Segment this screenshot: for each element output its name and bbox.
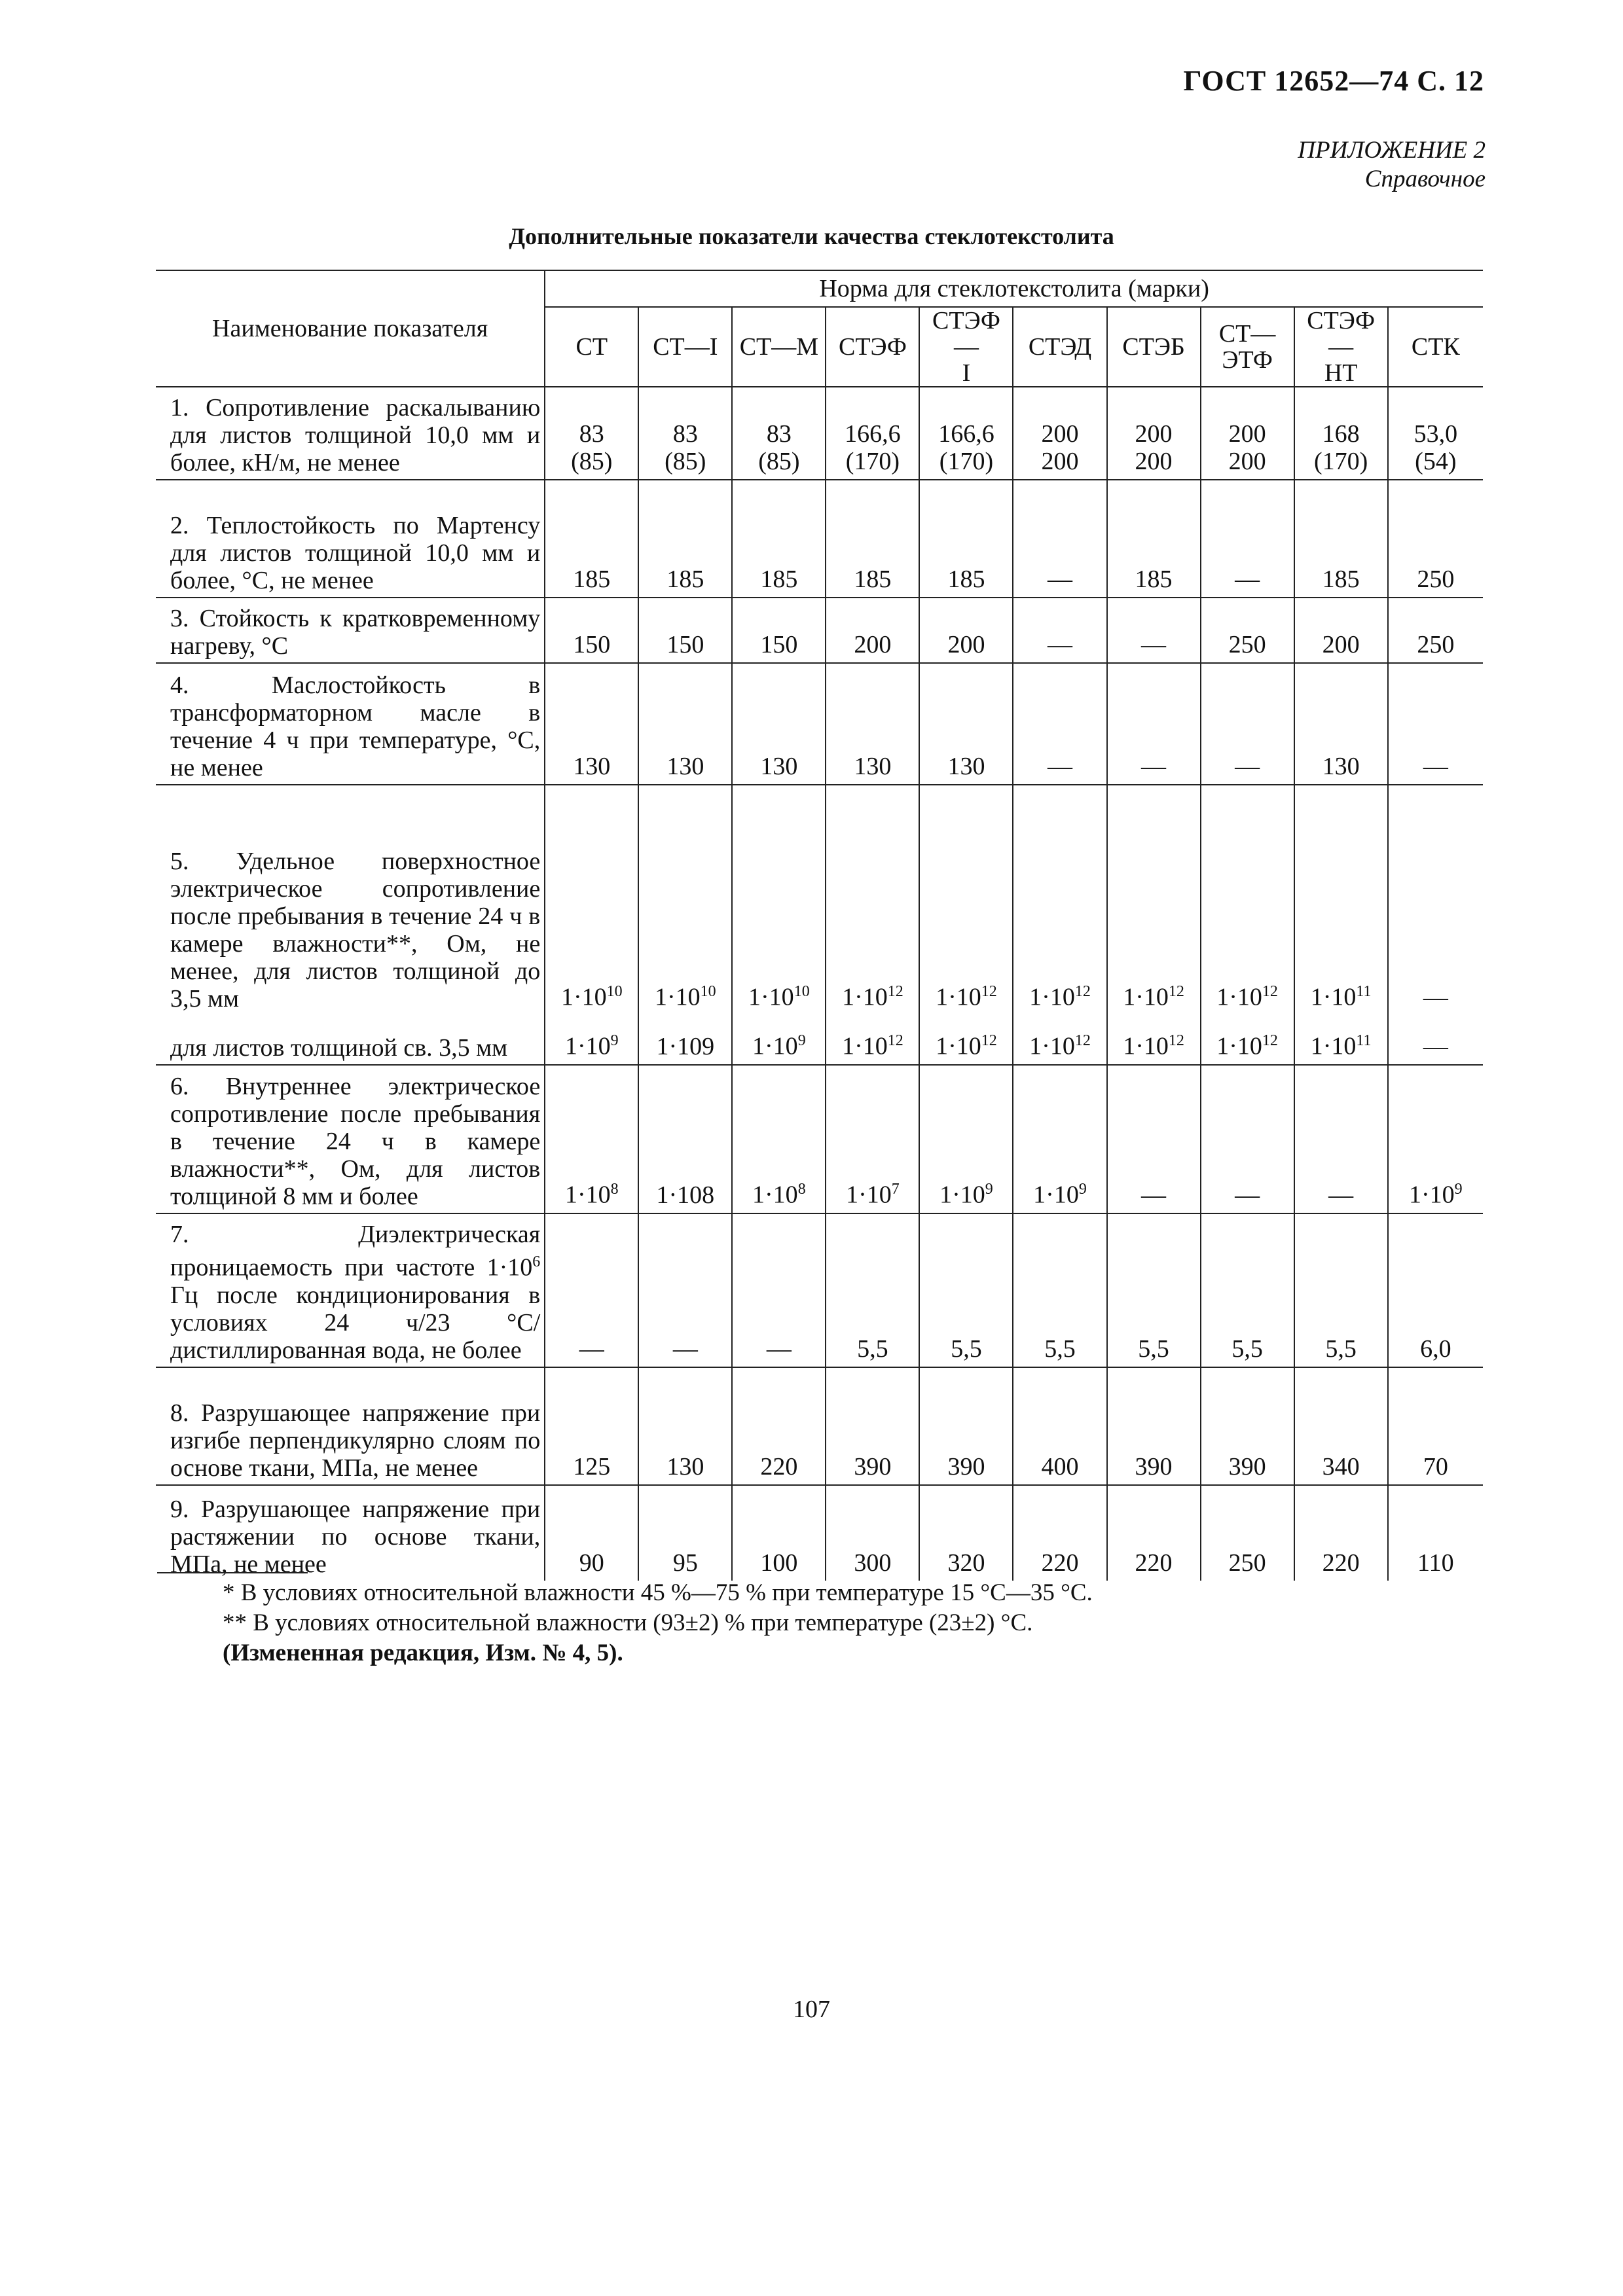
cell-value-main: — bbox=[1141, 1181, 1167, 1209]
cell-value-main: 1·10 bbox=[1216, 984, 1262, 1011]
cell-value-main: 5,5 bbox=[1325, 1335, 1357, 1363]
cell-value-main: 1·10 bbox=[1033, 1181, 1079, 1209]
cell-value-main: 1·10 bbox=[564, 1181, 611, 1209]
cell-value-secondary: 200 bbox=[1135, 448, 1173, 475]
table-row bbox=[156, 480, 1483, 598]
cell-value-main: 1·10 bbox=[842, 984, 888, 1011]
cell-value bbox=[826, 1367, 919, 1485]
column-header-line1: СТЭФ bbox=[838, 333, 907, 361]
cell-value-main: 130 bbox=[1322, 753, 1360, 780]
cell-value-main: 1·109 bbox=[656, 1033, 715, 1060]
cell-value bbox=[1013, 1213, 1106, 1367]
cell-value-main: 166,6 bbox=[938, 420, 994, 448]
cell-value bbox=[1013, 598, 1106, 663]
cell-value bbox=[638, 480, 732, 598]
cell-value bbox=[919, 1367, 1013, 1485]
cell-value-main: 1·10 bbox=[939, 1181, 985, 1209]
column-header-line1: СТК bbox=[1411, 333, 1460, 361]
appendix-subtitle: Справочное bbox=[1364, 166, 1486, 192]
norm-group-header: Норма для стеклотекстолита (марки) bbox=[545, 270, 1483, 307]
cell-value-main: — bbox=[1048, 565, 1072, 593]
cell-value-exponent: 9 bbox=[1078, 1181, 1087, 1198]
cell-value-main: 1·10 bbox=[1216, 1033, 1262, 1060]
cell-value bbox=[1201, 1367, 1294, 1485]
row-name: 3. Стойкость к кратковременному нагреву, °С bbox=[156, 598, 545, 663]
cell-value bbox=[1107, 480, 1201, 598]
cell-value-main: — bbox=[1423, 984, 1448, 1011]
cell-value-main: 200 bbox=[1135, 420, 1173, 448]
cell-value-main: 1·10 bbox=[564, 1033, 611, 1060]
cell-value bbox=[1201, 387, 1294, 480]
cell-value bbox=[732, 1015, 826, 1065]
cell-value-main: 5,5 bbox=[1138, 1335, 1169, 1363]
column-header-line2: ЭТФ bbox=[1222, 346, 1273, 374]
cell-value-main: 340 bbox=[1322, 1452, 1360, 1480]
cell-value-exponent: 11 bbox=[1356, 983, 1372, 1001]
document-header: ГОСТ 12652—74 С. 12 bbox=[1183, 65, 1484, 97]
cell-value bbox=[545, 1213, 638, 1367]
cell-value-main: 185 bbox=[1322, 565, 1360, 593]
cell-value-secondary: (85) bbox=[665, 448, 706, 475]
column-header-line1: СТ— bbox=[1218, 320, 1276, 348]
cell-value-exponent: 9 bbox=[610, 1032, 619, 1050]
column-header-line1: СТЭФ— bbox=[932, 307, 1000, 361]
cell-value-main: 400 bbox=[1041, 1452, 1079, 1480]
cell-value-main: 90 bbox=[579, 1549, 604, 1577]
cell-value-main: 53,0 bbox=[1413, 420, 1458, 448]
cell-value bbox=[638, 1015, 732, 1065]
cell-value-main: 220 bbox=[1041, 1549, 1079, 1577]
cell-value bbox=[1294, 387, 1388, 480]
cell-value-main: 185 bbox=[666, 565, 704, 593]
cell-value bbox=[1013, 1485, 1106, 1581]
cell-value-main: 83 bbox=[766, 420, 792, 448]
cell-value bbox=[1107, 598, 1201, 663]
column-header bbox=[638, 307, 732, 387]
cell-value-main: — bbox=[1328, 1181, 1354, 1209]
cell-value-main: 1·10 bbox=[846, 1181, 892, 1209]
cell-value-main: — bbox=[1141, 631, 1167, 658]
cell-value bbox=[1201, 785, 1294, 1015]
cell-value-main: 390 bbox=[947, 1452, 985, 1480]
cell-value-main: 1·10 bbox=[1310, 1033, 1357, 1060]
table-row bbox=[156, 387, 1483, 480]
cell-value bbox=[545, 480, 638, 598]
cell-value-main: 125 bbox=[573, 1452, 611, 1480]
cell-value bbox=[1013, 1367, 1106, 1485]
cell-value-main: — bbox=[1235, 1181, 1260, 1209]
cell-value-main: 1·10 bbox=[842, 1033, 888, 1060]
cell-value bbox=[826, 387, 919, 480]
cell-value-main: 110 bbox=[1417, 1549, 1454, 1577]
cell-value-main: 166,6 bbox=[845, 420, 901, 448]
cell-value-main: 5,5 bbox=[857, 1335, 888, 1363]
cell-value bbox=[1294, 785, 1388, 1015]
cell-value-exponent: 12 bbox=[1168, 1032, 1184, 1050]
cell-value bbox=[638, 1213, 732, 1367]
row-name: 8. Разрушающее напряжение при изгибе перпендикулярно слоям по основе ткани, МПа, не менее bbox=[156, 1367, 545, 1485]
row-name: 1. Сопротивление раскалыванию для листов толщиной 10,0 мм и более, кН/м, не менее bbox=[156, 387, 545, 480]
cell-value bbox=[1294, 598, 1388, 663]
cell-value-exponent: 12 bbox=[981, 983, 997, 1001]
cell-value-main: — bbox=[1048, 631, 1072, 658]
cell-value bbox=[826, 663, 919, 785]
cell-value-main: 70 bbox=[1423, 1452, 1448, 1480]
cell-value-main: 130 bbox=[666, 753, 704, 780]
cell-value bbox=[826, 598, 919, 663]
cell-value-main: 300 bbox=[854, 1549, 892, 1577]
column-header bbox=[1201, 307, 1294, 387]
cell-value-main: 1·10 bbox=[654, 984, 701, 1011]
column-header-line1: СТ bbox=[575, 333, 608, 361]
cell-value-main: 185 bbox=[947, 565, 985, 593]
cell-value bbox=[1388, 1213, 1483, 1367]
cell-value bbox=[919, 480, 1013, 598]
cell-value-main: 1·10 bbox=[1029, 1033, 1075, 1060]
row-name-text: 7. Диэлектрическая проницаемость при частоте 1·10 bbox=[170, 1221, 541, 1282]
cell-value-main: 200 bbox=[1322, 631, 1360, 658]
row-name: 4. Маслостойкость в трансформаторном масле в течение 4 ч при температуре, °С, не менее bbox=[156, 663, 545, 785]
cell-value bbox=[732, 1213, 826, 1367]
amendment-note: (Измененная редакция, Изм. № 4, 5). bbox=[223, 1640, 623, 1666]
table-row bbox=[156, 1065, 1483, 1213]
cell-value bbox=[1201, 598, 1294, 663]
cell-value bbox=[1388, 598, 1483, 663]
cell-value-main: 1·10 bbox=[560, 984, 607, 1011]
cell-value-main: — bbox=[1423, 1033, 1448, 1060]
cell-value-main: 220 bbox=[760, 1452, 798, 1480]
cell-value-main: 100 bbox=[760, 1549, 798, 1577]
cell-value bbox=[1013, 1015, 1106, 1065]
cell-value-main: 185 bbox=[1135, 565, 1173, 593]
cell-value-exponent: 12 bbox=[887, 1032, 903, 1050]
cell-value bbox=[638, 598, 732, 663]
column-header-line1: СТ—I bbox=[653, 333, 718, 361]
cell-value bbox=[732, 480, 826, 598]
cell-value bbox=[1013, 387, 1106, 480]
cell-value-secondary: (170) bbox=[845, 448, 900, 475]
cell-value-main: 150 bbox=[573, 631, 611, 658]
cell-value-secondary: (85) bbox=[571, 448, 613, 475]
cell-value bbox=[1201, 1015, 1294, 1065]
cell-value-exponent: 9 bbox=[797, 1032, 806, 1050]
cell-value-main: — bbox=[1235, 753, 1260, 780]
table-row bbox=[156, 1367, 1483, 1485]
cell-value-main: 150 bbox=[666, 631, 704, 658]
cell-value-main: 168 bbox=[1322, 420, 1360, 448]
cell-value bbox=[826, 480, 919, 598]
cell-value-secondary: (170) bbox=[939, 448, 994, 475]
cell-value-main: 1·108 bbox=[656, 1181, 715, 1209]
cell-value bbox=[826, 785, 919, 1015]
row-name: 5. Удельное поверхностное электрическое сопротивление после пребывания в течение 24 ч в камере влажности**, Ом, не менее, для листов толщиной до 3,5 мм bbox=[156, 785, 545, 1015]
cell-value bbox=[638, 663, 732, 785]
cell-value bbox=[826, 1015, 919, 1065]
cell-value bbox=[919, 1065, 1013, 1213]
column-header-line1: СТЭБ bbox=[1122, 333, 1185, 361]
cell-value-main: 5,5 bbox=[1231, 1335, 1263, 1363]
cell-value-exponent: 9 bbox=[1454, 1181, 1463, 1198]
cell-value-exponent: 12 bbox=[981, 1032, 997, 1050]
table-row bbox=[156, 1485, 1483, 1581]
cell-value bbox=[1294, 663, 1388, 785]
cell-value bbox=[545, 785, 638, 1015]
cell-value bbox=[1013, 785, 1106, 1015]
cell-value bbox=[1388, 1367, 1483, 1485]
cell-value-exponent: 8 bbox=[610, 1181, 619, 1198]
cell-value-main: 220 bbox=[1322, 1549, 1360, 1577]
cell-value bbox=[1388, 387, 1483, 480]
cell-value bbox=[545, 1015, 638, 1065]
cell-value bbox=[919, 387, 1013, 480]
cell-value-main: 130 bbox=[947, 753, 985, 780]
cell-value bbox=[919, 785, 1013, 1015]
cell-value-main: 1·10 bbox=[1310, 984, 1357, 1011]
cell-value-exponent: 12 bbox=[1074, 983, 1091, 1001]
cell-value bbox=[732, 785, 826, 1015]
cell-value-main: — bbox=[672, 1335, 698, 1363]
footnote-divider bbox=[157, 1572, 308, 1573]
cell-value bbox=[1201, 1065, 1294, 1213]
cell-value-main: 130 bbox=[573, 753, 611, 780]
cell-value bbox=[1107, 663, 1201, 785]
cell-value-main: 200 bbox=[1228, 420, 1266, 448]
cell-value bbox=[545, 387, 638, 480]
cell-value bbox=[1107, 1213, 1201, 1367]
column-header bbox=[1013, 307, 1106, 387]
column-header bbox=[826, 307, 919, 387]
cell-value-main: — bbox=[1423, 753, 1448, 780]
cell-value bbox=[638, 1485, 732, 1581]
cell-value-exponent: 8 bbox=[797, 1181, 806, 1198]
row-name-superscript: 6 bbox=[532, 1253, 541, 1270]
cell-value-main: 200 bbox=[1041, 420, 1079, 448]
cell-value bbox=[638, 387, 732, 480]
column-header bbox=[1107, 307, 1201, 387]
cell-value-main: 130 bbox=[760, 753, 798, 780]
column-header bbox=[545, 307, 638, 387]
cell-value-secondary: (170) bbox=[1313, 448, 1368, 475]
cell-value-main: 220 bbox=[1135, 1549, 1173, 1577]
cell-value-exponent: 7 bbox=[891, 1181, 900, 1198]
cell-value bbox=[1201, 663, 1294, 785]
cell-value-secondary: 200 bbox=[1228, 448, 1266, 475]
cell-value bbox=[545, 1065, 638, 1213]
cell-value-main: 1·10 bbox=[1123, 1033, 1169, 1060]
cell-value bbox=[919, 663, 1013, 785]
cell-value bbox=[732, 1485, 826, 1581]
footnote-2: ** В условиях относительной влажности (93±2) % при температуре (23±2) °С. bbox=[223, 1609, 1033, 1636]
cell-value bbox=[1388, 480, 1483, 598]
cell-value bbox=[1201, 1485, 1294, 1581]
cell-value-secondary: (85) bbox=[758, 448, 800, 475]
cell-value-exponent: 12 bbox=[1168, 983, 1184, 1001]
column-header bbox=[1388, 307, 1483, 387]
cell-value bbox=[1294, 1065, 1388, 1213]
cell-value-main: 185 bbox=[573, 565, 611, 593]
appendix-title: ПРИЛОЖЕНИЕ 2 bbox=[1298, 137, 1486, 164]
cell-value bbox=[1294, 1367, 1388, 1485]
page-number: 107 bbox=[793, 1996, 830, 2023]
cell-value bbox=[1294, 1485, 1388, 1581]
cell-value-main: — bbox=[1141, 753, 1167, 780]
cell-value bbox=[732, 598, 826, 663]
cell-value-main: 390 bbox=[1135, 1452, 1173, 1480]
cell-value-main: 6,0 bbox=[1420, 1335, 1451, 1363]
cell-value-exponent: 11 bbox=[1356, 1032, 1372, 1050]
cell-value bbox=[1107, 1065, 1201, 1213]
column-header-line2: НТ bbox=[1324, 359, 1358, 387]
cell-value bbox=[1388, 1485, 1483, 1581]
cell-value-main: 130 bbox=[666, 1452, 704, 1480]
cell-value bbox=[919, 1015, 1013, 1065]
cell-value bbox=[826, 1065, 919, 1213]
cell-value bbox=[919, 1485, 1013, 1581]
cell-value bbox=[1013, 1065, 1106, 1213]
cell-value-main: 185 bbox=[854, 565, 892, 593]
cell-value bbox=[1013, 663, 1106, 785]
quality-table bbox=[156, 270, 1483, 1581]
column-header-line1: СТЭД bbox=[1028, 333, 1092, 361]
table-title: Дополнительные показатели качества стеклотекстолита bbox=[509, 223, 1114, 249]
cell-value-main: 1·10 bbox=[1029, 984, 1075, 1011]
cell-value-exponent: 10 bbox=[700, 983, 716, 1001]
cell-value-main: 390 bbox=[1228, 1452, 1266, 1480]
cell-value-main: 130 bbox=[854, 753, 892, 780]
cell-value bbox=[919, 598, 1013, 663]
cell-value bbox=[638, 1065, 732, 1213]
cell-value bbox=[1107, 387, 1201, 480]
cell-value bbox=[919, 1213, 1013, 1367]
cell-value bbox=[1294, 1213, 1388, 1367]
cell-value-main: 200 bbox=[854, 631, 892, 658]
cell-value-main: 390 bbox=[854, 1452, 892, 1480]
cell-value-main: 320 bbox=[947, 1549, 985, 1577]
cell-value-main: 250 bbox=[1417, 631, 1455, 658]
cell-value-main: 250 bbox=[1228, 631, 1266, 658]
row-name: 9. Разрушающее напряжение при растяжении по основе ткани, МПа, не менее bbox=[156, 1485, 545, 1581]
cell-value bbox=[1294, 1015, 1388, 1065]
cell-value-main: 250 bbox=[1228, 1549, 1266, 1577]
cell-value-main: 95 bbox=[672, 1549, 698, 1577]
column-header-line1: СТ—М bbox=[739, 333, 819, 361]
cell-value-exponent: 12 bbox=[1074, 1032, 1091, 1050]
cell-value-main: — bbox=[1048, 753, 1072, 780]
cell-value-main: 1·10 bbox=[936, 1033, 981, 1060]
cell-value bbox=[638, 785, 732, 1015]
table-row bbox=[156, 663, 1483, 785]
cell-value bbox=[732, 1065, 826, 1213]
cell-value bbox=[1388, 1015, 1483, 1065]
cell-value-main: 1·10 bbox=[1409, 1181, 1455, 1209]
cell-value bbox=[732, 663, 826, 785]
cell-value-exponent: 10 bbox=[606, 983, 623, 1001]
cell-value bbox=[732, 1367, 826, 1485]
cell-value bbox=[1388, 785, 1483, 1015]
cell-value-main: 1·10 bbox=[1123, 984, 1169, 1011]
cell-value bbox=[545, 1367, 638, 1485]
table-row bbox=[156, 598, 1483, 663]
row-name: 6. Внутреннее электрическое сопротивление после пребывания в течение 24 ч в камере влажности**, Ом, для листов толщиной 8 мм и более bbox=[156, 1065, 545, 1213]
table-row bbox=[156, 785, 1483, 1015]
cell-value-main: — bbox=[579, 1335, 604, 1363]
column-header bbox=[732, 307, 826, 387]
cell-value-exponent: 12 bbox=[887, 983, 903, 1001]
cell-value bbox=[1107, 1485, 1201, 1581]
cell-value-main: 83 bbox=[579, 420, 604, 448]
footnote-1: * В условиях относительной влажности 45 %—75 % при температуре 15 °С—35 °С. bbox=[223, 1579, 1093, 1606]
cell-value-main: 1·10 bbox=[752, 1033, 798, 1060]
cell-value-main: 185 bbox=[760, 565, 798, 593]
cell-value bbox=[826, 1213, 919, 1367]
name-column-header: Наименование показателя bbox=[156, 270, 545, 387]
cell-value bbox=[1388, 663, 1483, 785]
cell-value bbox=[1107, 1015, 1201, 1065]
cell-value bbox=[1388, 1065, 1483, 1213]
cell-value-exponent: 9 bbox=[985, 1181, 993, 1198]
column-header-line2: I bbox=[962, 359, 971, 387]
cell-value bbox=[1107, 1367, 1201, 1485]
cell-value-main: 250 bbox=[1417, 565, 1455, 593]
column-header-line1: СТЭФ— bbox=[1307, 307, 1376, 361]
row-name bbox=[156, 1213, 545, 1367]
cell-value bbox=[1201, 480, 1294, 598]
cell-value-main: 1·10 bbox=[752, 1181, 798, 1209]
column-header bbox=[1294, 307, 1388, 387]
cell-value bbox=[1201, 1213, 1294, 1367]
row-name-text: Гц после кондиционирования в условиях 24 ч/23 °С/дистиллированная вода, не более bbox=[170, 1281, 541, 1364]
cell-value-main: 150 bbox=[760, 631, 798, 658]
cell-value bbox=[732, 387, 826, 480]
cell-value-main: 1·10 bbox=[748, 984, 794, 1011]
cell-value bbox=[638, 1367, 732, 1485]
cell-value-main: 200 bbox=[947, 631, 985, 658]
cell-value-main: — bbox=[766, 1335, 792, 1363]
cell-value-main: 83 bbox=[672, 420, 698, 448]
row-name: для листов толщиной св. 3,5 мм bbox=[156, 1015, 545, 1065]
column-header bbox=[919, 307, 1013, 387]
cell-value-exponent: 10 bbox=[793, 983, 810, 1001]
cell-value-secondary: 200 bbox=[1041, 448, 1079, 475]
cell-value-exponent: 12 bbox=[1262, 1032, 1278, 1050]
table-row bbox=[156, 1213, 1483, 1367]
cell-value bbox=[545, 663, 638, 785]
cell-value bbox=[545, 598, 638, 663]
cell-value bbox=[1107, 785, 1201, 1015]
appendix-label bbox=[1298, 136, 1486, 194]
cell-value-main: — bbox=[1235, 565, 1260, 593]
cell-value bbox=[826, 1485, 919, 1581]
row-name: 2. Теплостойкость по Мартенсу для листов толщиной 10,0 мм и более, °С, не менее bbox=[156, 480, 545, 598]
table-row bbox=[156, 1015, 1483, 1065]
cell-value-main: 5,5 bbox=[951, 1335, 982, 1363]
cell-value-exponent: 12 bbox=[1262, 983, 1278, 1001]
cell-value bbox=[1294, 480, 1388, 598]
cell-value bbox=[545, 1485, 638, 1581]
cell-value-main: 1·10 bbox=[936, 984, 981, 1011]
cell-value-secondary: (54) bbox=[1415, 448, 1457, 475]
cell-value-main: 5,5 bbox=[1044, 1335, 1076, 1363]
cell-value bbox=[1013, 480, 1106, 598]
